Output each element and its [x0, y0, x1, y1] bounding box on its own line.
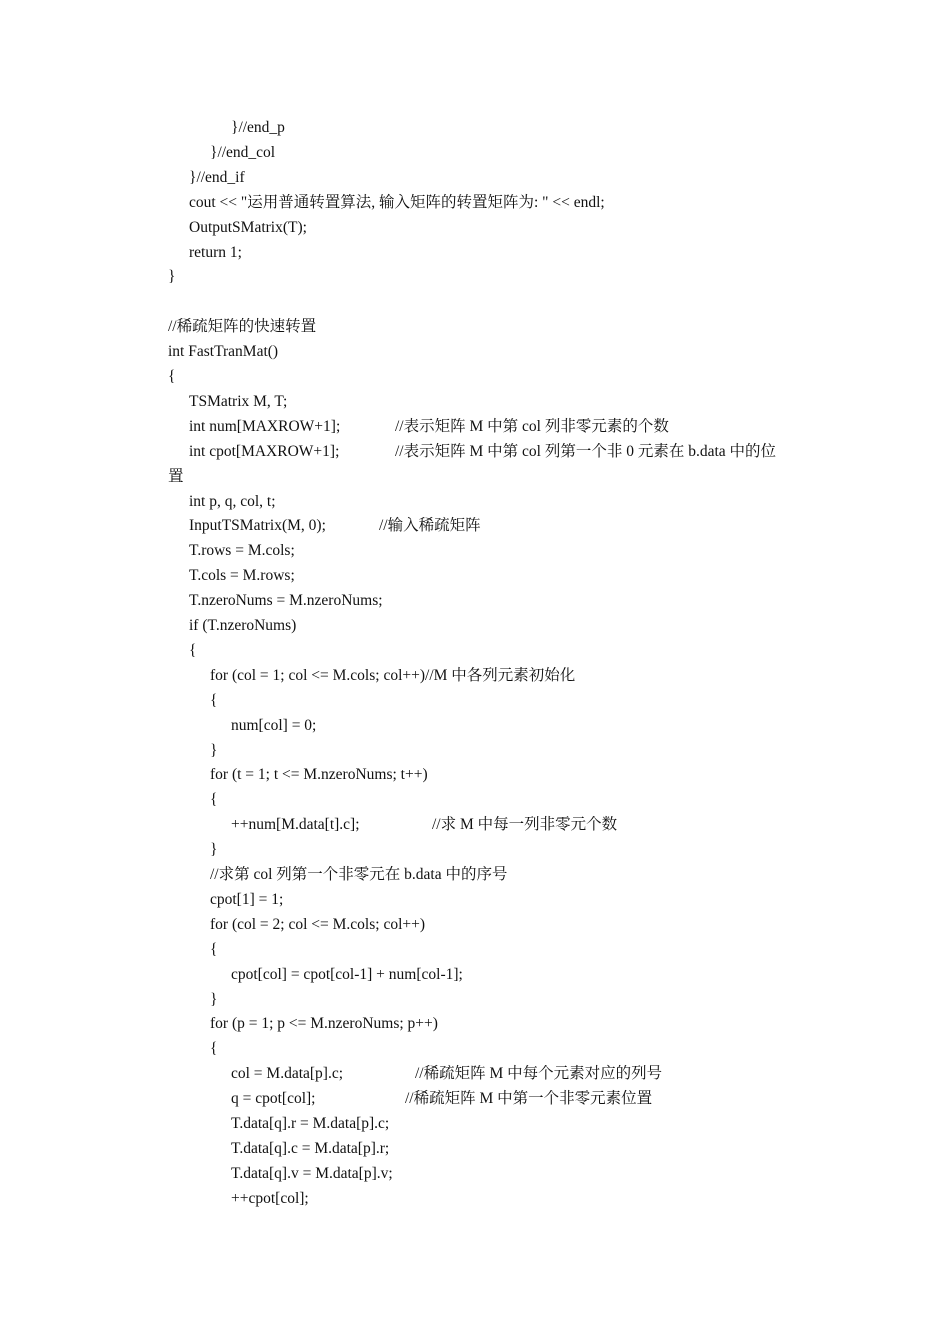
code-line: //求第 col 列第一个非零元在 b.data 中的序号 [210, 866, 508, 883]
code-line: TSMatrix M, T; [189, 392, 288, 410]
code-line: q = cpot[col]; [231, 1090, 316, 1108]
code-line: T.nzeroNums = M.nzeroNums; [189, 592, 383, 610]
code-line: if (T.nzeroNums) [189, 617, 297, 634]
code-line: InputTSMatrix(M, 0); [189, 517, 326, 535]
code-line: } [210, 741, 218, 759]
code-line: T.data[q].r = M.data[p].c; [231, 1115, 390, 1132]
code-line: } [168, 268, 176, 286]
code-line: T.cols = M.rows; [189, 567, 295, 585]
code-line: int cpot[MAXROW+1]; [189, 442, 340, 460]
code-comment: //求 M 中每一列非零元个数 [432, 816, 618, 834]
code-line: //稀疏矩阵的快速转置 [168, 318, 317, 336]
code-comment: //稀疏矩阵 M 中第一个非零元素位置 [405, 1090, 653, 1108]
code-line: col = M.data[p].c; [231, 1065, 344, 1083]
code-line: { [189, 641, 197, 659]
code-comment: //输入稀疏矩阵 [379, 517, 481, 535]
code-line: ++cpot[col]; [231, 1189, 309, 1207]
code-line: int p, q, col, t; [189, 492, 276, 510]
code-line: { [210, 1040, 218, 1058]
code-comment: //表示矩阵 M 中第 col 列第一个非 0 元素在 b.data 中的位 [395, 442, 777, 460]
code-line: { [210, 940, 218, 958]
code-line: }//end_col [210, 143, 276, 161]
code-line: OutputSMatrix(T); [189, 218, 307, 236]
code-line: } [210, 990, 218, 1008]
code-line: } [210, 841, 218, 859]
code-line: for (t = 1; t <= M.nzeroNums; t++) [210, 766, 428, 784]
code-line: 置 [168, 467, 184, 485]
code-line: for (p = 1; p <= M.nzeroNums; p++) [210, 1015, 438, 1033]
code-comment: //稀疏矩阵 M 中每个元素对应的列号 [415, 1065, 663, 1083]
code-line: ++num[M.data[t].c]; [231, 816, 360, 834]
code-line: }//end_p [231, 119, 285, 136]
code-line: cpot[col] = cpot[col-1] + num[col-1]; [231, 965, 463, 983]
code-line: num[col] = 0; [231, 716, 317, 734]
code-line: { [210, 691, 218, 709]
code-line: for (col = 2; col <= M.cols; col++) [210, 915, 426, 933]
code-line: int FastTranMat() [168, 343, 279, 361]
code-comment: //表示矩阵 M 中第 col 列非零元素的个数 [395, 417, 669, 435]
code-line: { [210, 791, 218, 809]
code-line: T.data[q].v = M.data[p].v; [231, 1164, 393, 1182]
code-line: cout << "运用普通转置算法, 输入矩阵的转置矩阵为: " << endl; [189, 193, 605, 211]
code-line: int num[MAXROW+1]; [189, 417, 341, 435]
code-line: T.data[q].c = M.data[p].r; [231, 1139, 390, 1157]
code-line: }//end_if [189, 168, 245, 186]
code-line: cpot[1] = 1; [210, 890, 284, 908]
code-line: T.rows = M.cols; [189, 542, 295, 560]
code-line: return 1; [189, 243, 242, 261]
code-line: { [168, 368, 176, 385]
code-line: for (col = 1; col <= M.cols; col++)//M 中各列元素初始化 [210, 666, 576, 684]
